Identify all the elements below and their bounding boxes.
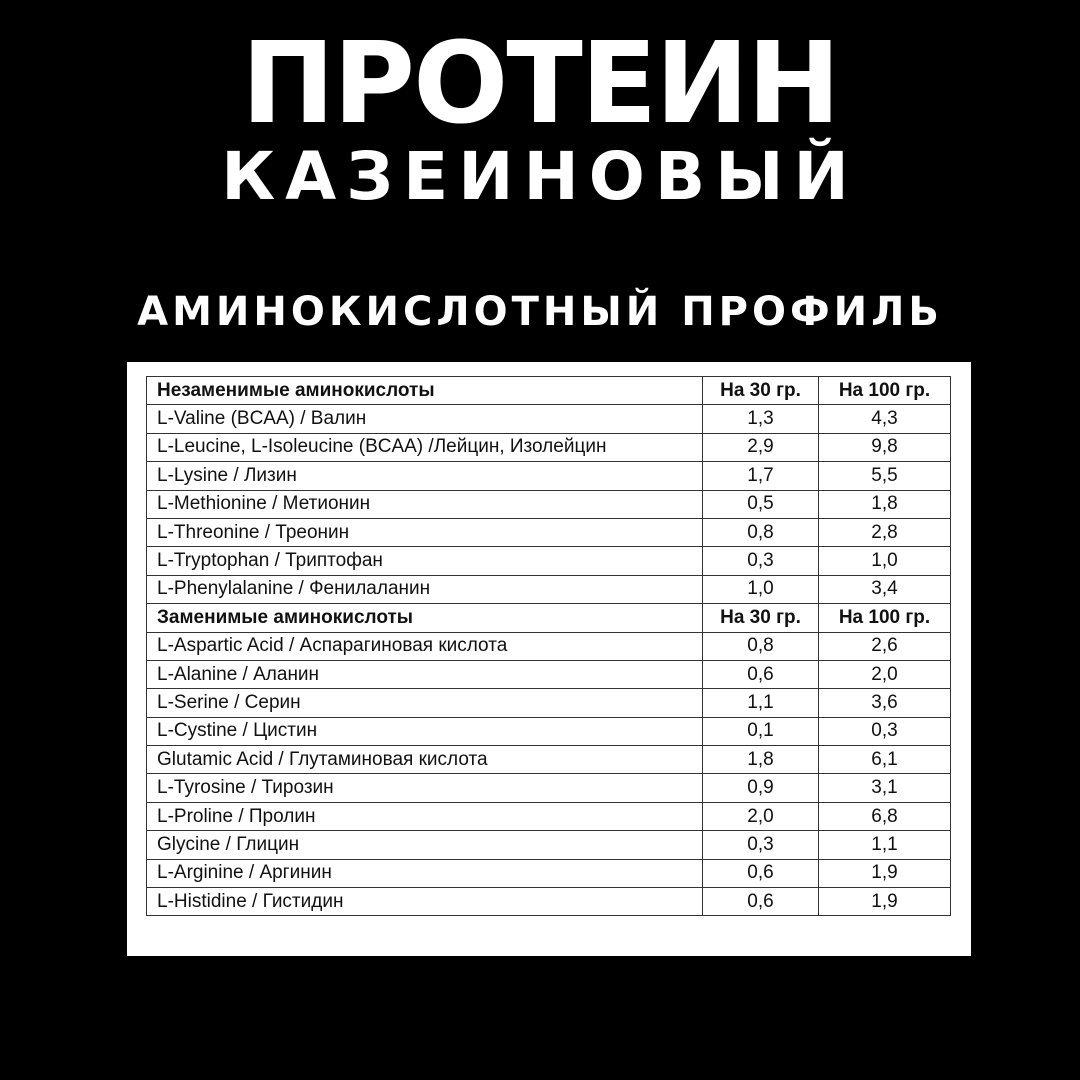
amino-name-cell: L-Alanine / Аланин bbox=[147, 660, 703, 688]
essential-header-name: Незаменимые аминокислоты bbox=[147, 377, 703, 405]
per100-cell: 3,1 bbox=[819, 774, 951, 802]
per100-cell: 1,1 bbox=[819, 831, 951, 859]
amino-name-cell: L-Histidine / Гистидин bbox=[147, 888, 703, 916]
table-row bbox=[147, 433, 951, 461]
per30-cell: 2,9 bbox=[703, 433, 819, 461]
per30-cell: 0,6 bbox=[703, 660, 819, 688]
table-row bbox=[147, 746, 951, 774]
amino-name-cell: Glycine / Глицин bbox=[147, 831, 703, 859]
table-row bbox=[147, 575, 951, 603]
amino-name-cell: L-Aspartic Acid / Аспарагиновая кислота bbox=[147, 632, 703, 660]
table-row bbox=[147, 462, 951, 490]
amino-name-cell: L-Cystine / Цистин bbox=[147, 717, 703, 745]
per100-cell: 6,1 bbox=[819, 746, 951, 774]
amino-acid-table-card bbox=[127, 362, 971, 956]
per30-cell: 2,0 bbox=[703, 802, 819, 830]
table-row bbox=[147, 774, 951, 802]
nonessential-header-name: Заменимые аминокислоты bbox=[147, 604, 703, 632]
essential-header-row bbox=[147, 377, 951, 405]
amino-name-cell: L-Leucine, L-Isoleucine (BCAA) /Лейцин, Изолейцин bbox=[147, 433, 703, 461]
table-row bbox=[147, 802, 951, 830]
product-subtitle: КАЗЕИНОВЫЙ bbox=[221, 138, 859, 215]
per30-cell: 1,8 bbox=[703, 746, 819, 774]
table-row bbox=[147, 831, 951, 859]
amino-name-cell: L-Arginine / Аргинин bbox=[147, 859, 703, 887]
per30-cell: 0,5 bbox=[703, 490, 819, 518]
nonessential-header-per100: На 100 гр. bbox=[819, 604, 951, 632]
table-row bbox=[147, 490, 951, 518]
table-row bbox=[147, 717, 951, 745]
per100-cell: 1,0 bbox=[819, 547, 951, 575]
per30-cell: 0,9 bbox=[703, 774, 819, 802]
nonessential-header-row bbox=[147, 604, 951, 632]
section-heading: АМИНОКИСЛОТНЫЙ ПРОФИЛЬ bbox=[137, 289, 943, 335]
table-row bbox=[147, 689, 951, 717]
essential-header-per100: На 100 гр. bbox=[819, 377, 951, 405]
per100-cell: 1,9 bbox=[819, 888, 951, 916]
per100-cell: 2,6 bbox=[819, 632, 951, 660]
amino-name-cell: L-Tyrosine / Тирозин bbox=[147, 774, 703, 802]
amino-name-cell: L-Methionine / Метионин bbox=[147, 490, 703, 518]
per100-cell: 0,3 bbox=[819, 717, 951, 745]
table-row bbox=[147, 859, 951, 887]
per30-cell: 0,6 bbox=[703, 859, 819, 887]
amino-name-cell: L-Proline / Пролин bbox=[147, 802, 703, 830]
table-row bbox=[147, 632, 951, 660]
amino-name-cell: L-Valine (BCAA) / Валин bbox=[147, 405, 703, 433]
per30-cell: 1,7 bbox=[703, 462, 819, 490]
per30-cell: 1,3 bbox=[703, 405, 819, 433]
table-row bbox=[147, 405, 951, 433]
per30-cell: 0,1 bbox=[703, 717, 819, 745]
per30-cell: 0,3 bbox=[703, 831, 819, 859]
product-title: ПРОТЕИН bbox=[241, 19, 839, 149]
table-row bbox=[147, 660, 951, 688]
table-row bbox=[147, 888, 951, 916]
per30-cell: 0,3 bbox=[703, 547, 819, 575]
per30-cell: 0,8 bbox=[703, 632, 819, 660]
per100-cell: 4,3 bbox=[819, 405, 951, 433]
per100-cell: 1,9 bbox=[819, 859, 951, 887]
amino-name-cell: Glutamic Acid / Глутаминовая кислота bbox=[147, 746, 703, 774]
per30-cell: 1,0 bbox=[703, 575, 819, 603]
per30-cell: 1,1 bbox=[703, 689, 819, 717]
per30-cell: 0,8 bbox=[703, 518, 819, 546]
per100-cell: 5,5 bbox=[819, 462, 951, 490]
per100-cell: 3,4 bbox=[819, 575, 951, 603]
per100-cell: 2,8 bbox=[819, 518, 951, 546]
nonessential-header-per30: На 30 гр. bbox=[703, 604, 819, 632]
amino-acid-table bbox=[146, 376, 951, 916]
per100-cell: 3,6 bbox=[819, 689, 951, 717]
table-row bbox=[147, 518, 951, 546]
amino-name-cell: L-Tryptophan / Триптофан bbox=[147, 547, 703, 575]
amino-name-cell: L-Phenylalanine / Фенилаланин bbox=[147, 575, 703, 603]
per100-cell: 9,8 bbox=[819, 433, 951, 461]
amino-name-cell: L-Lysine / Лизин bbox=[147, 462, 703, 490]
per100-cell: 2,0 bbox=[819, 660, 951, 688]
amino-name-cell: L-Serine / Серин bbox=[147, 689, 703, 717]
per100-cell: 1,8 bbox=[819, 490, 951, 518]
per30-cell: 0,6 bbox=[703, 888, 819, 916]
essential-header-per30: На 30 гр. bbox=[703, 377, 819, 405]
table-row bbox=[147, 547, 951, 575]
per100-cell: 6,8 bbox=[819, 802, 951, 830]
amino-name-cell: L-Threonine / Треонин bbox=[147, 518, 703, 546]
